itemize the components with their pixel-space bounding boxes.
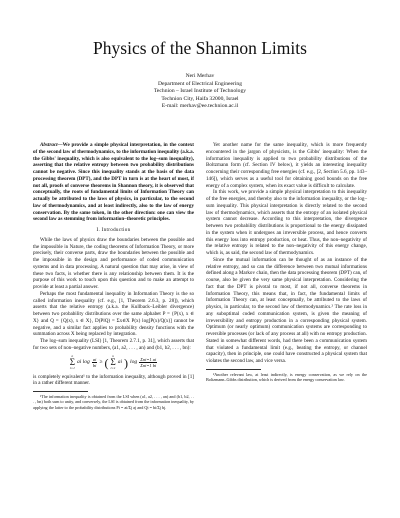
author-department: Department of Electrical Engineering bbox=[157, 80, 243, 87]
right-paragraph-3: Since the mutual information can be thought of as an instance of the relative entropy, and so can the difference between two mutual informations defined along a Markov chain, then the data processing theorem (DPT) can, of course, also be given the very same physical interpretation. Considering the fact that the DPT is pivotal to most, if not all, converse theorems in Information Theory, this means that, in fact, the fundamental limits of Information Theory can, at least conceptually, be attributed to the laws of physics, in particular, to the second law of thermodynamics.² The rate loss in any suboptimal coded communication system, is given the meaning of irreversibility and entropy production in a corresponding physical system. Optimum (or nearly optimum) communication systems are corresponding to reversible processes (or lack of any process at all) with no entropy production. Stated in somewhat different words, had there been a communication system that violated a fundamental limit (e.g., beating the entropy, or channel capacity), then in principle, one could have constructed a physical system that violates the second law, and vice versa. bbox=[206, 256, 367, 364]
equation-lhs-fraction: $\frac{ai}{bi}$ bbox=[92, 357, 97, 368]
author-name: Neri Merhav bbox=[185, 73, 215, 79]
intro-paragraph-2: Perhaps the most fundamental inequality in Information Theory is the so called information inequality (cf. e.g., [1, Theorem 2.6.3, p. 28]), which asserts that the relative entropy (a.k.a. the Kullback–Leibler divergence) between two probability distributions over the same alphabet P = {P(x), x ∈ X} and Q = {Q(x), x ∈ X}, D(P‖Q) = Σx∈X P(x) log[P(x)/Q(x)] cannot be negative, and a similar fact applies to probability density functions with the summation across X being replaced by integration. bbox=[33, 290, 194, 338]
abstract-text: We provide a simple physical interpretation, in the context of the second law of thermodynamics, to the information inequality (a.k.a. the Gibbs' inequality, which is also equivalent to the log–sum inequality), asserting that the relative entropy between two probability distributions cannot be negative. Since this inequality stands at the basis of the data processing theorem (DPT), and the DPT in turn is at the heart of most, if not all, proofs of converse theorems in Shannon theory, it is observed that conceptually, the roots of fundamental limits of Information Theory can actually be attributed to the laws of physics, in particular, to the second law of thermodynamics, and at least indirectly, also to the law of energy conservation. By the same token, in the other direction: one can view the second law as stemming from information–theoretic principles. bbox=[33, 142, 194, 223]
right-column bbox=[206, 142, 367, 382]
author-block bbox=[0, 73, 400, 111]
intro-paragraph-1: While the laws of physics draw the boundaries between the possible and the impossible in Nature, the coding theorems of Information Theory, or more precisely, their converse parts, draw the boundaries between the possible and the impossible in the design and performance of coded communication systems and in data processing. A natural question that may arise, in view of these two facts, is whether there is any relationship between them. It is the purpose of this work to touch upon this question and to make an attempt to provide at least a partial answer. bbox=[33, 236, 194, 290]
abstract bbox=[33, 142, 194, 223]
equation-rhs-log: log bbox=[130, 359, 138, 366]
footnote-divider bbox=[206, 369, 261, 370]
author-city: Technion City, Haifa 32000, Israel bbox=[161, 95, 239, 102]
footnote-2: ²Another relevant law, at least indirectly, is energy conservation, as we rely on the Boltzmann–Gibbs distribution, which is derived from the energy conservation law. bbox=[206, 371, 367, 383]
author-email: E-mail: merhav@ee.technion.ac.il bbox=[161, 103, 239, 110]
equation-relation: ≥ bbox=[99, 359, 103, 366]
equation-lhs-term: ai log bbox=[76, 359, 90, 366]
intro-paragraph-3: The log–sum inequality (LSI) [1, Theorem 2.7.1, p. 31], which asserts that for two sets of non–negative numbers, (a1, a2, . . . , an) and (b1, b2, . . . , bn): bbox=[33, 338, 194, 351]
section-heading-introduction: I. Introduction bbox=[96, 227, 131, 233]
equation-rhs-term: ai bbox=[117, 359, 123, 366]
right-paragraph-2: In this work, we provide a simple physical interpretation to this inequality of the free energies, and thereby also to the information inequality, or the log–sum inequality. This physical interpretation is directly related to the second law of thermodynamics, which asserts that the entropy of an isolated physical system cannot decrease. According to this interpretation, the divergence between two probability distributions is proportional to the energy dissipated in the system when it undergoes an irreversible process, and hence converts this energy loss into entropy production, or heat. Thus, the non–negativity of the relative entropy is related to the non–negativity of this energy change, which is, as said, the second law of thermodynamics. bbox=[206, 189, 367, 256]
author-institution: Technion – Israel Institute of Technology bbox=[153, 88, 247, 95]
intro-paragraph-4: is completely equivalent¹ to the information inequality, although proved in [1] in a rather different manner. bbox=[33, 373, 194, 387]
paper-title: Physics of the Shannon Limits bbox=[93, 38, 307, 58]
sum-symbol: n Σ i=1 bbox=[110, 353, 116, 370]
left-column bbox=[33, 142, 194, 410]
abstract-lead: Abstract— bbox=[40, 142, 63, 148]
log-sum-inequality-equation: n Σ i=1 ai log $\frac{ai}{bi}$ ≥ ( n Σ i=1 ai ) log $\frac{\text{Σni=1 ai}}{\text{Σni=1 bi}}$ bbox=[69, 353, 157, 370]
footnote-divider bbox=[33, 391, 88, 392]
sum-symbol: n Σ i=1 bbox=[69, 353, 75, 370]
footnote-1: ¹The information inequality is obtained from the LSI when (a1, a2, . . . , an) and (b1, b2, . . . , bn) both sum to unity, and conversely, the LSI is obtained from the information inequality, by applying the latter to the probability distributions Pi = ai/Σj aj and Qi = bi/Σj bj. bbox=[33, 394, 194, 410]
equation-rhs-fraction: $\frac{\text{Σni=1 ai}}{\text{Σni=1 bi}}$ bbox=[140, 357, 157, 368]
right-paragraph-1: Yet another name for the same inequality, which is more frequently encountered in the jargon of physicists, is the Gibbs' inequality: When the information inequality is applied to two probability distributions of the Boltzmann form (cf. Section IV below), it yields an interesting inequality concerning their corresponding free energies (cf. e.g., [2, Section 5.6, pp. 143–146]), which serves as a useful tool for obtaining good bounds on the free energy of a complex system, when its exact value is difficult to calculate. bbox=[206, 142, 367, 189]
